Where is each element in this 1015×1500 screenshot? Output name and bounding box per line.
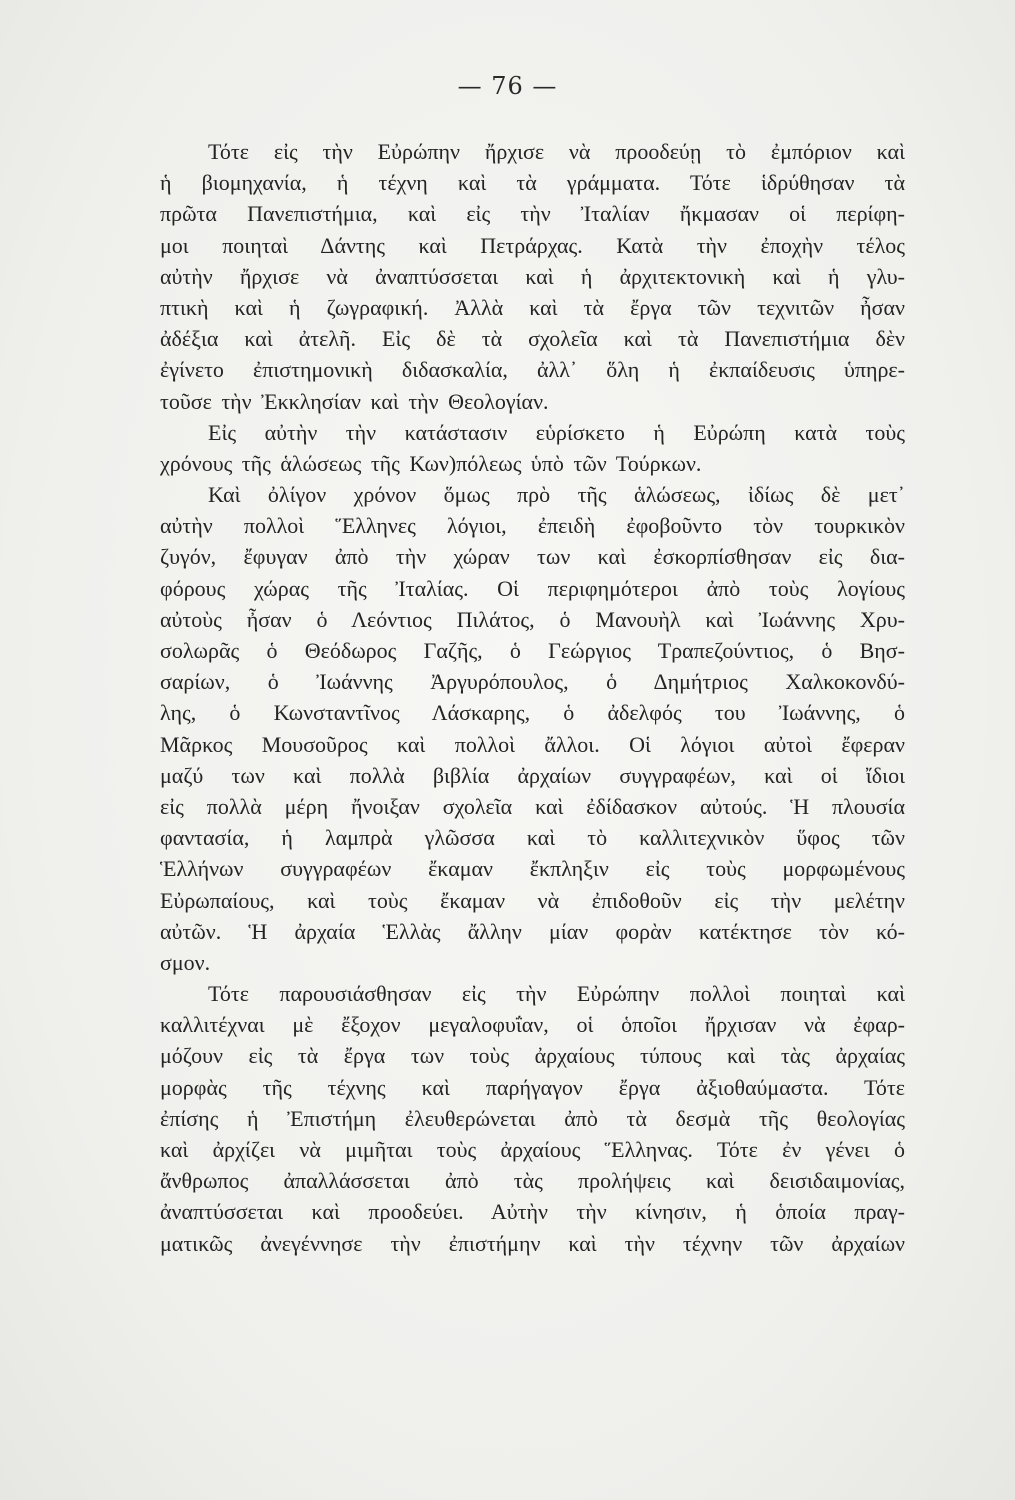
text-line: μόζουν εἰς τὰ ἔργα των τοὺς ἀρχαίους τύπους καὶ τὰς ἀρχαίας [160,1043,905,1069]
text-line: ἐπίσης ἡ Ἐπιστήμη ἐλευθερώνεται ἀπὸ τὰ δεσμὰ τῆς θεολογίας [160,1105,905,1131]
text-line: τοῦσε τὴν Ἐκκλησίαν καὶ τὴν Θεολογίαν. [160,388,549,414]
text-line: σμον. [160,949,211,975]
text-line: μοι ποιηταὶ Δάντης καὶ Πετράρχας. Κατὰ τὴν ἐποχὴν τέλος [160,232,905,258]
text-line: καλλιτέχναι μὲ ἔξοχον μεγαλοφυΐαν, οἱ ὁποῖοι ἤρχισαν νὰ ἐφαρ- [160,1012,905,1038]
text-line: σολωρᾶς ὁ Θεόδωρος Γαζῆς, ὁ Γεώργιος Τραπεζούντιος, ὁ Βησ- [160,638,905,663]
text-line: σαρίων, ὁ Ἰωάννης Ἀργυρόπουλος, ὁ Δημήτριος Χαλκοκονδύ- [160,669,905,695]
text-line: φαντασία, ἡ λαμπρὰ γλῶσσα καὶ τὸ καλλιτεχνικὸν ὕφος τῶν [160,825,905,851]
text-line: αὐτῶν. Ἡ ἀρχαία Ἑλλὰς ἄλλην μίαν φορὰν κατέκτησε τὸν κό- [160,918,905,944]
text-line: εἰς πολλὰ μέρη ἤνοιξαν σχολεῖα καὶ ἐδίδασκον αὐτούς. Ἡ πλουσία [160,793,905,819]
text-line: ἡ βιομηχανία, ἡ τέχνη καὶ τὰ γράμματα. Τότε ἱδρύθησαν τὰ [160,170,905,196]
text-line: Τότε παρουσιάσθησαν εἰς τὴν Εὐρώπην πολλοὶ ποιηταὶ καὶ [208,981,905,1007]
text-line: ματικῶς ἀνεγέννησε τὴν ἐπιστήμην καὶ τὴν τέχνην τῶν ἀρχαίων [160,1230,905,1256]
text-line: καὶ ἀρχίζει νὰ μιμῆται τοὺς ἀρχαίους Ἕλληνας. Τότε ἐν γένει ὁ [160,1137,905,1162]
text-line: Τότε εἰς τὴν Εὐρώπην ἤρχισε νὰ προοδεύῃ τὸ ἐμπόριον καὶ [208,139,905,164]
page-number: — 76 — [457,72,558,100]
text-line: ἄνθρωπος ἀπαλλάσσεται ἀπὸ τὰς προλήψεις καὶ δεισιδαιμονίας, [160,1168,905,1194]
text-line: αὐτὴν πολλοὶ Ἕλληνες λόγιοι, ἐπειδὴ ἐφοβοῦντο τὸν τουρκικὸν [160,513,905,539]
text-line: Εἰς αὐτὴν τὴν κατάστασιν εὑρίσκετο ἡ Εὐρώπη κατὰ τοὺς [208,419,905,445]
text-line: μαζύ των καὶ πολλὰ βιβλία ἀρχαίων συγγραφέων, καὶ οἱ ἴδιοι [160,762,905,788]
text-line: μορφὰς τῆς τέχνης καὶ παρήγαγον ἔργα ἀξιοθαύμαστα. Τότε [160,1074,905,1100]
text-line: ἀδέξια καὶ ἀτελῆ. Εἰς δὲ τὰ σχολεῖα καὶ τὰ Πανεπιστήμια δὲν [160,326,905,352]
text-line: Μᾶρκος Μουσοῦρος καὶ πολλοὶ ἄλλοι. Οἱ λόγιοι αὐτοὶ ἔφεραν [160,731,905,757]
text-line: χρόνους τῆς ἁλώσεως τῆς Κων)πόλεως ὑπὸ τῶν Τούρκων. [160,450,702,476]
text-line: Ἑλλήνων συγγραφέων ἔκαμαν ἔκπληξιν εἰς τοὺς μορφωμένους [160,856,905,882]
text-line: λης, ὁ Κωνσταντῖνος Λάσκαρης, ὁ ἀδελφός του Ἰωάννης, ὁ [160,700,905,726]
text-line: Καὶ ὀλίγον χρόνον ὅμως πρὸ τῆς ἁλώσεως, ἰδίως δὲ μετ᾽ [208,482,905,508]
text-line: αὐτοὺς ἦσαν ὁ Λεόντιος Πιλάτος, ὁ Μανουὴλ καὶ Ἰωάννης Χρυ- [160,606,905,632]
text-line: αὐτὴν ἤρχισε νὰ ἀναπτύσσεται καὶ ἡ ἀρχιτεκτονικὴ καὶ ἡ γλυ- [160,263,905,289]
text-line: πρῶτα Πανεπιστήμια, καὶ εἰς τὴν Ἰταλίαν ἤκμασαν οἱ περίφη- [160,201,905,227]
text-line: ἀναπτύσσεται καὶ προοδεύει. Αὐτὴν τὴν κίνησιν, ἡ ὁποία πραγ- [160,1199,905,1225]
text-line: ζυγόν, ἔφυγαν ἀπὸ τὴν χώραν των καὶ ἐσκορπίσθησαν εἰς δια- [160,544,905,570]
body-text [160,136,905,1259]
text-line: Εὐρωπαίους, καὶ τοὺς ἔκαμαν νὰ ἐπιδοθοῦν εἰς τὴν μελέτην [160,887,905,913]
text-line: πτικὴ καὶ ἡ ζωγραφική. Ἀλλὰ καὶ τὰ ἔργα τῶν τεχνιτῶν ἦσαν [160,294,905,320]
text-line: φόρους χώρας τῆς Ἰταλίας. Οἱ περιφημότεροι ἀπὸ τοὺς λογίους [160,575,905,601]
text-line: ἐγίνετο ἐπιστημονικὴ διδασκαλία, ἀλλ᾽ ὅλη ἡ ἐκπαίδευσις ὑπηρε- [160,357,905,383]
